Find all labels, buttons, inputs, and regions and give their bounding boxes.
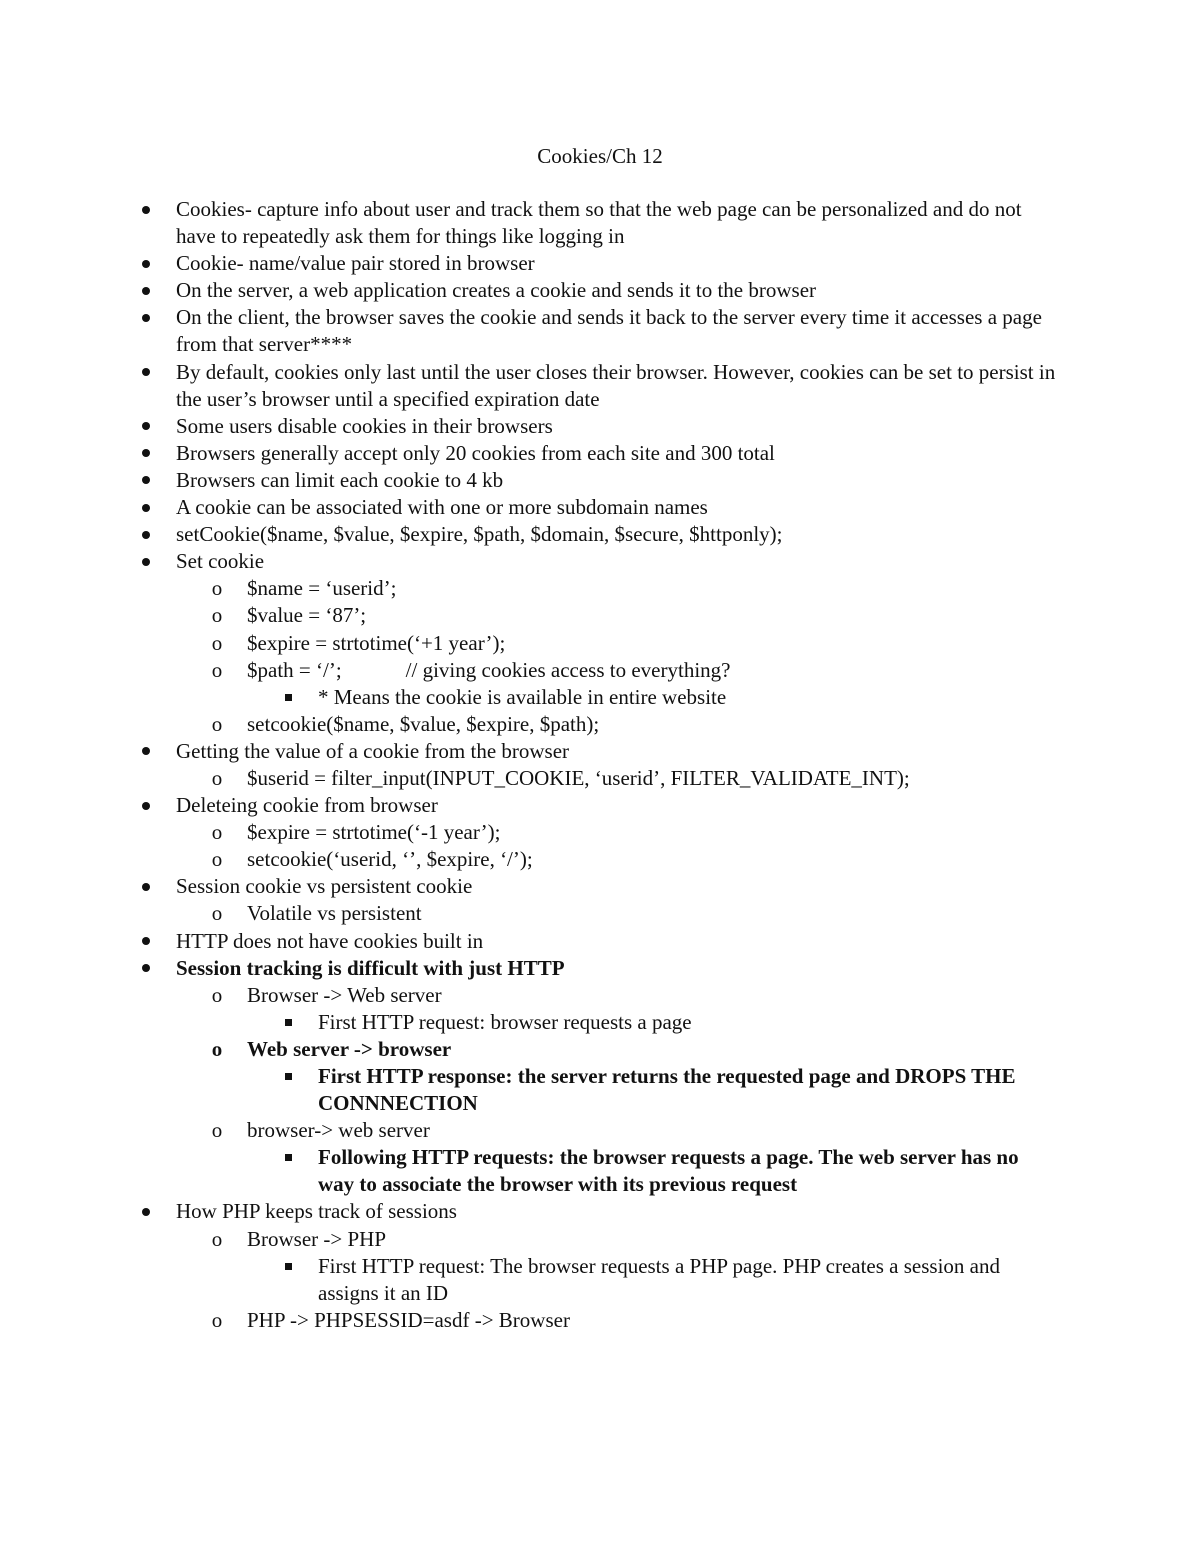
bullet-circle-icon: o bbox=[211, 657, 223, 682]
list-item bbox=[0, 1253, 1200, 1307]
list-item-text: How PHP keeps track of sessions bbox=[176, 1199, 457, 1224]
bullet-disc-icon bbox=[138, 955, 154, 982]
list-item bbox=[0, 738, 1200, 765]
list-item-text: HTTP does not have cookies built in bbox=[176, 928, 484, 953]
bullet-square-icon bbox=[281, 1144, 295, 1171]
bullet-circle-icon: o bbox=[211, 765, 223, 790]
bullet-circle-icon: o bbox=[211, 576, 223, 601]
list-item bbox=[0, 1307, 1200, 1334]
list-item bbox=[0, 1036, 1200, 1063]
bullet-disc-icon bbox=[138, 196, 154, 223]
list-item-text: $path = ‘/’; bbox=[247, 657, 342, 682]
list-item-text: Getting the value of a cookie from the browser bbox=[176, 738, 570, 763]
page-title: Cookies/Ch 12 bbox=[537, 144, 663, 168]
list-item bbox=[0, 900, 1200, 927]
list-item-text: First HTTP request: browser requests a page bbox=[318, 1009, 692, 1034]
list-item-text: On the server, a web application creates a cookie and sends it to the browser bbox=[176, 278, 817, 303]
bullet-disc-icon bbox=[138, 250, 154, 277]
bullet-disc-icon bbox=[138, 413, 154, 440]
list-item bbox=[0, 467, 1200, 494]
list-item bbox=[0, 765, 1200, 792]
bullet-circle-icon: o bbox=[211, 820, 223, 845]
bullet-circle-icon: o bbox=[211, 603, 223, 628]
list-item-text: Browsers generally accept only 20 cookies from each site and 300 total bbox=[176, 440, 775, 465]
list-item-text: Some users disable cookies in their browsers bbox=[176, 413, 553, 438]
bullet-disc-icon bbox=[138, 548, 154, 575]
bullet-disc-icon bbox=[138, 873, 154, 900]
list-item-text: Session tracking is difficult with just HTTP bbox=[176, 955, 565, 980]
list-item-text: setCookie($name, $value, $expire, $path, $domain, $secure, $httponly); bbox=[176, 522, 783, 547]
list-item bbox=[0, 873, 1200, 900]
list-item-text: PHP -> PHPSESSID=asdf -> Browser bbox=[247, 1307, 570, 1332]
list-item bbox=[0, 846, 1200, 873]
list-item bbox=[0, 819, 1200, 846]
list-item bbox=[0, 250, 1200, 277]
list-item-text: Browser -> Web server bbox=[247, 982, 442, 1007]
list-item-text: setcookie($name, $value, $expire, $path); bbox=[247, 711, 600, 736]
list-item-text: $name = ‘userid’; bbox=[247, 576, 397, 601]
list-item-text: browser-> web server bbox=[247, 1118, 430, 1143]
bullet-disc-icon bbox=[138, 359, 154, 386]
list-item-text: Web server -> browser bbox=[247, 1036, 452, 1061]
bullet-disc-icon bbox=[138, 521, 154, 548]
list-item-text: Following HTTP requests: the browser requests a page. The web server has no way to associate the browser with its previous request bbox=[318, 1145, 1019, 1197]
list-item bbox=[0, 792, 1200, 819]
list-item bbox=[0, 277, 1200, 304]
list-item-text: On the client, the browser saves the cookie and sends it back to the server every time it accesses a page from that server**** bbox=[176, 305, 1042, 357]
notes-list bbox=[0, 196, 1200, 1334]
list-item-text: By default, cookies only last until the user closes their browser. However, cookies can be set to persist in the user’s browser until a specified expiration date bbox=[176, 359, 1056, 411]
bullet-square-icon bbox=[281, 684, 295, 711]
bullet-disc-icon bbox=[138, 792, 154, 819]
bullet-disc-icon bbox=[138, 467, 154, 494]
list-item bbox=[0, 521, 1200, 548]
list-item bbox=[0, 196, 1200, 250]
bullet-disc-icon bbox=[138, 440, 154, 467]
list-item bbox=[0, 304, 1200, 358]
bullet-square-icon bbox=[281, 1063, 295, 1090]
bullet-square-icon bbox=[281, 1253, 295, 1280]
bullet-disc-icon bbox=[138, 304, 154, 331]
list-item bbox=[0, 548, 1200, 575]
list-item bbox=[0, 1117, 1200, 1144]
bullet-disc-icon bbox=[138, 1198, 154, 1225]
bullet-square-icon bbox=[281, 1009, 295, 1036]
bullet-circle-icon: o bbox=[211, 1036, 223, 1061]
bullet-circle-icon: o bbox=[211, 847, 223, 872]
list-item-text: Session cookie vs persistent cookie bbox=[176, 874, 473, 899]
list-item bbox=[0, 440, 1200, 467]
bullet-circle-icon: o bbox=[211, 901, 223, 926]
list-item-text: $expire = strtotime(‘+1 year’); bbox=[247, 630, 506, 655]
bullet-disc-icon bbox=[138, 928, 154, 955]
list-item bbox=[0, 494, 1200, 521]
list-item-text: Browsers can limit each cookie to 4 kb bbox=[176, 467, 504, 492]
list-item bbox=[0, 711, 1200, 738]
bullet-disc-icon bbox=[138, 277, 154, 304]
bullet-circle-icon: o bbox=[211, 1307, 223, 1332]
list-item-text: Set cookie bbox=[176, 549, 265, 574]
list-item bbox=[0, 1198, 1200, 1225]
list-item-text: Browser -> PHP bbox=[247, 1226, 387, 1251]
list-item-text: $value = ‘87’; bbox=[247, 603, 367, 628]
list-item bbox=[0, 928, 1200, 955]
list-item bbox=[0, 602, 1200, 629]
bullet-circle-icon: o bbox=[211, 1226, 223, 1251]
list-item bbox=[0, 1063, 1200, 1117]
list-item bbox=[0, 657, 1200, 684]
bullet-circle-icon: o bbox=[211, 982, 223, 1007]
list-item-text: Cookie- name/value pair stored in browser bbox=[176, 251, 535, 276]
list-item-text: Volatile vs persistent bbox=[247, 901, 422, 926]
bullet-circle-icon: o bbox=[211, 1118, 223, 1143]
list-item bbox=[0, 1144, 1200, 1198]
list-item bbox=[0, 982, 1200, 1009]
list-item bbox=[0, 413, 1200, 440]
list-item-text: First HTTP response: the server returns the requested page and DROPS THE CONNNECTION bbox=[318, 1064, 1016, 1116]
list-item-text: * Means the cookie is available in entire website bbox=[318, 684, 727, 709]
list-item bbox=[0, 955, 1200, 982]
bullet-circle-icon: o bbox=[211, 630, 223, 655]
list-item bbox=[0, 1009, 1200, 1036]
list-item-text: Cookies- capture info about user and track them so that the web page can be personalized and do not have to repeatedly ask them for things like logging in bbox=[176, 197, 1022, 249]
bullet-disc-icon bbox=[138, 738, 154, 765]
list-item-text: First HTTP request: The browser requests a PHP page. PHP creates a session and assigns it an ID bbox=[318, 1253, 1000, 1305]
bullet-disc-icon bbox=[138, 494, 154, 521]
list-item bbox=[0, 684, 1200, 711]
list-item bbox=[0, 630, 1200, 657]
list-item bbox=[0, 1226, 1200, 1253]
bullet-circle-icon: o bbox=[211, 711, 223, 736]
list-item-text: setcookie(‘userid, ‘’, $expire, ‘/’); bbox=[247, 847, 533, 872]
list-item-text: $expire = strtotime(‘-1 year’); bbox=[247, 820, 501, 845]
list-item-text: A cookie can be associated with one or more subdomain names bbox=[176, 495, 708, 520]
list-item-comment: // giving cookies access to everything? bbox=[405, 657, 731, 682]
list-item bbox=[0, 575, 1200, 602]
list-item-text: Deleteing cookie from browser bbox=[176, 793, 438, 818]
list-item bbox=[0, 359, 1200, 413]
list-item-text: $userid = filter_input(INPUT_COOKIE, ‘userid’, FILTER_VALIDATE_INT); bbox=[247, 765, 910, 790]
